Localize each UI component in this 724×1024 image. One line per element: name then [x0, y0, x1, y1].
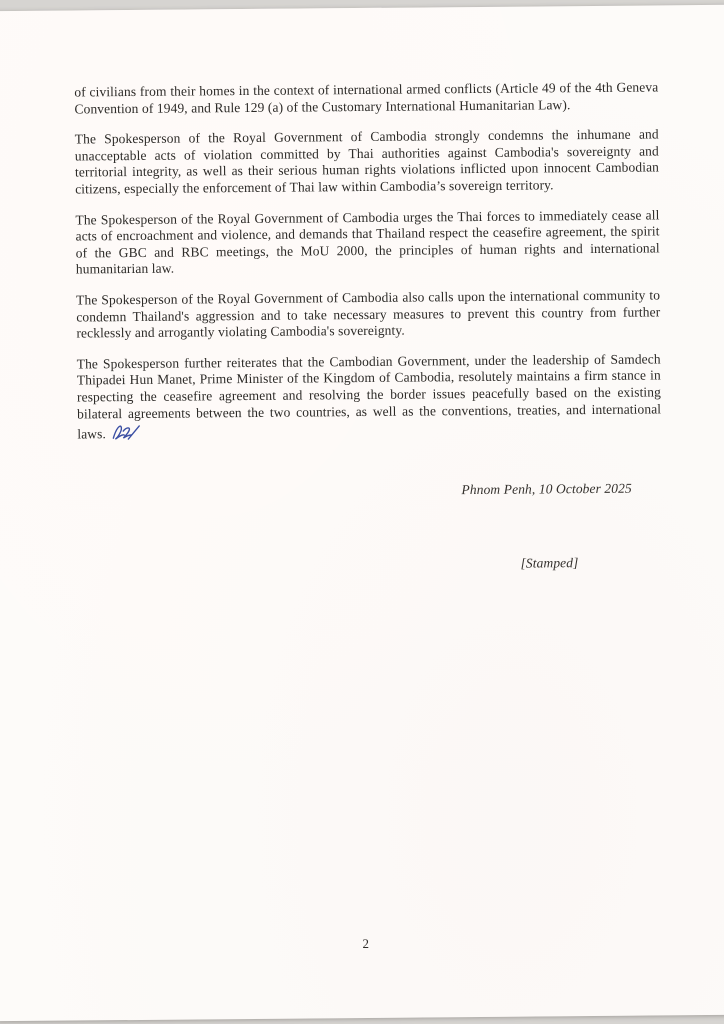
paragraph-reiteration: [77, 351, 662, 449]
page-body: [74, 79, 662, 576]
stamp-placeholder: [Stamped]: [520, 555, 579, 571]
handwritten-initials-icon: [111, 422, 141, 449]
paragraph-urge-cease: The Spokesperson of the Royal Government of Cambodia urges the Thai forces to immediately cease all acts of encroachment and violence, and demands that Thailand respect the ceasefire agreement, the spirit of the GBC and RBC meetings, the MoU 2000, the principles of human rights and international humanitarian law.: [75, 206, 660, 277]
document-page: [0, 5, 724, 1021]
place-and-date: Phnom Penh, 10 October 2025: [461, 480, 632, 497]
paragraph-condemnation: The Spokesperson of the Royal Government of Cambodia strongly condemns the inhumane and unacceptable acts of violation committed by Thai authorities against Cambodia's sovereignty and territorial integrity, as well as their serious human rights violations inflicted upon innocent Cambodian citizens, especially the enforcement of Thai law within Cambodia’s sovereign territory.: [74, 126, 660, 197]
paragraph-continuation: of civilians from their homes in the context of international armed conflicts (Article 49 of the 4th Geneva Convention of 1949, and Rule 129 (a) of the Customary International Humanitarian Law).: [74, 79, 659, 117]
paragraph-call-international-community: The Spokesperson of the Royal Government of Cambodia also calls upon the international community to condemn Thailand's aggression and to take necessary measures to prevent this country from further recklessly and arrogantly violating Cambodia's sovereignty.: [76, 287, 661, 341]
page-number: 2: [362, 935, 370, 952]
paragraph-reiteration-text: The Spokesperson further reiterates that the Cambodian Government, under the leadership of Samdech Thipadei Hun Manet, Prime Minister of the Kingdom of Cambodia, resolutely maintains a firm stance in respecting the ceasefire agreement and resolving the border issues peacefully based on the existing bilateral agreements between the two countries, as well as the conventions, treaties, and international laws.: [76, 351, 662, 442]
